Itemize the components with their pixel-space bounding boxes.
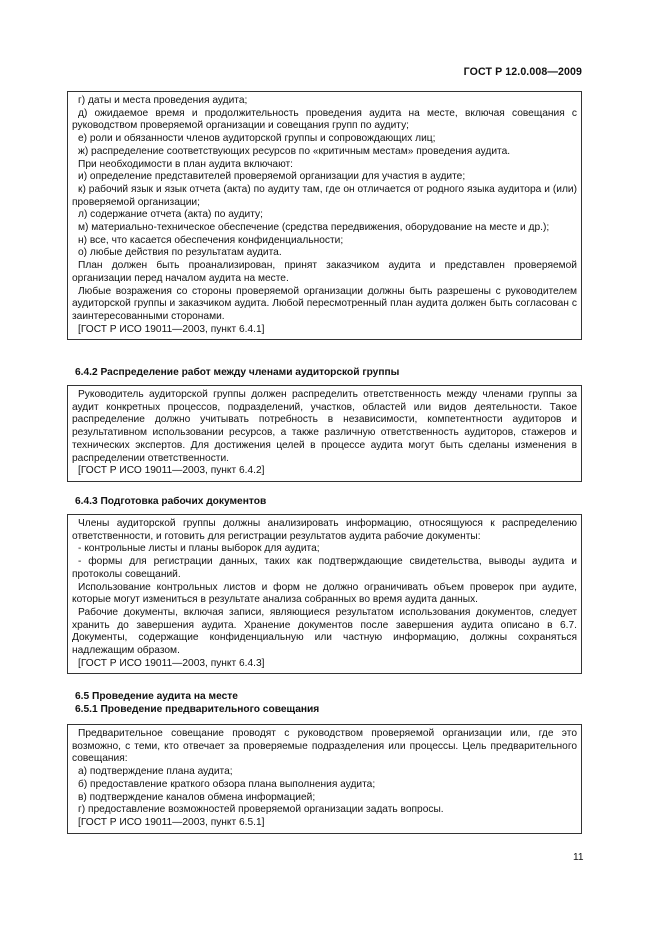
- quote-box-opening-meeting: [67, 724, 582, 834]
- page-number: 11: [573, 852, 584, 863]
- citation: [ГОСТ Р ИСО 19011—2003, пункт 6.4.3]: [78, 657, 265, 669]
- list-item: г) предоставление возможностей проверяемой организации задать вопросы.: [78, 804, 444, 816]
- quote-box-distribution: [67, 385, 582, 482]
- quote-box-working-docs: [67, 514, 582, 674]
- list-item: д) ожидаемое время и продолжительность проведения аудита на месте, включая совещания с руководством проверяемой организации и совещания групп по аудиту;: [72, 107, 577, 132]
- list-item: ж) распределение соответствующих ресурсов по «критичным местам» проведения аудита.: [78, 145, 511, 157]
- list-item: б) предоставление краткого обзора плана выполнения аудита;: [78, 778, 376, 790]
- paragraph: Руководитель аудиторской группы должен распределить ответственность между членами группы за аудит конкретных процессов, подразделений, участков, областей или видов деятельности. Такое распределение должно учитывать потребность в независимости, компетентности аудиторов и результативном использовании ресурсов, а также различную ответственность аудиторов, стажеров и технических экспертов. Для достижения целей в процессе аудита могут быть сделаны изменения в распределении ответственности.: [72, 389, 577, 464]
- section-heading-6-5-1: 6.5.1 Проведение предварительного совещания: [75, 704, 320, 715]
- paragraph: Члены аудиторской группы должны анализировать информацию, относящуюся к распределению ответственности, и готовить для регистрации результатов аудита рабочие документы:: [72, 518, 577, 542]
- section-heading-6-4-2: 6.4.2 Распределение работ между членами аудиторской группы: [75, 367, 400, 378]
- section-heading-6-5: 6.5 Проведение аудита на месте: [75, 691, 238, 702]
- list-item: - контрольные листы и планы выборок для аудита;: [78, 543, 320, 555]
- list-item: - формы для регистрации данных, таких как подтверждающие свидетельства, выводы аудита и протоколы совещаний.: [72, 556, 577, 580]
- paragraph: Рабочие документы, включая записи, являющиеся результатом использования документов, следует хранить до завершения аудита. Хранение документов после завершения аудита описано в 6.7. Документы, содержащие конфиденциальную или частную информацию, должны сохраняться надлежащим образом.: [72, 606, 577, 657]
- citation: [ГОСТ Р ИСО 19011—2003, пункт 6.4.1]: [78, 323, 265, 335]
- citation: [ГОСТ Р ИСО 19011—2003, пункт 6.5.1]: [78, 816, 265, 828]
- quote-box-plan: [67, 91, 582, 340]
- list-item: о) любые действия по результатам аудита.: [78, 247, 282, 259]
- list-item: н) все, что касается обеспечения конфиденциальности;: [78, 234, 344, 246]
- list-item: г) даты и места проведения аудита;: [78, 95, 248, 106]
- paragraph: План должен быть проанализирован, принят заказчиком аудита и представлен проверяемой организации перед началом аудита на месте.: [72, 260, 577, 284]
- paragraph: При необходимости в план аудита включают:: [78, 158, 294, 170]
- list-item: а) подтверждение плана аудита;: [78, 766, 233, 778]
- list-item: и) определение представителей проверяемой организации для участия в аудите;: [78, 171, 466, 183]
- paragraph: Любые возражения со стороны проверяемой организации должны быть разрешены с руководителем аудиторской группы и заказчиком аудита. Любой пересмотренный план аудита должен быть согласован с заинтересованными сторонами.: [72, 285, 577, 322]
- list-item: к) рабочий язык и язык отчета (акта) по аудиту там, где он отличается от родного языка аудитора и (или) проверяемой организации;: [72, 183, 577, 208]
- paragraph: Использование контрольных листов и форм не должно ограничивать объем проверок при аудите, которые могут измениться в результате анализа собранных во время аудита данных.: [72, 581, 577, 606]
- paragraph: Предварительное совещание проводят с руководством проверяемой организации или, где это возможно, с теми, кто отвечает за проверяемые подразделения или процессы. Цель предварительного совещания:: [72, 728, 577, 765]
- document-header: ГОСТ Р 12.0.008—2009: [463, 66, 582, 78]
- list-item: м) материально-техническое обеспечение (средства передвижения, оборудование на месте и др.);: [78, 222, 550, 234]
- list-item: в) подтверждение каналов обмена информацией;: [78, 791, 316, 803]
- section-heading-6-4-3: 6.4.3 Подготовка рабочих документов: [75, 496, 267, 507]
- list-item: е) роли и обязанности членов аудиторской группы и сопровождающих лиц;: [78, 133, 436, 145]
- list-item: л) содержание отчета (акта) по аудиту;: [78, 209, 263, 221]
- citation: [ГОСТ Р ИСО 19011—2003, пункт 6.4.2]: [78, 465, 265, 477]
